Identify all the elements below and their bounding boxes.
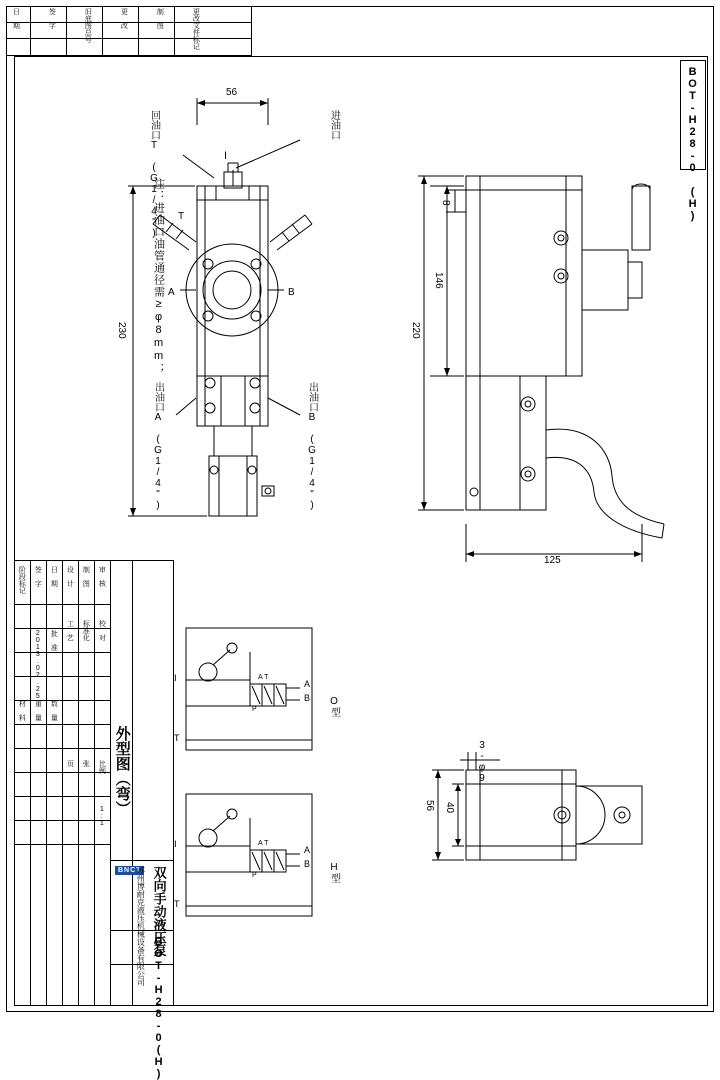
dim-side-a: 8 [440,200,451,206]
callout-mark-I: Ⅰ [224,151,227,162]
callout-outlet-b: 出油口B (G1/4") [306,382,318,511]
schem-h-label-P: P [252,872,257,879]
schem-h-name: H型 [328,862,340,883]
tb-check: 审 核 [98,566,106,587]
schem-h-label-block: A T [258,840,269,847]
tb-design: 设 计 [66,566,74,587]
tb-scale-value: 1:1 [98,806,106,827]
schem-o-label-block: A T [258,674,269,681]
schem-o-label-I: Ⅰ [174,673,177,683]
callout-return-port: 回油口T (G1/4") [148,110,160,239]
note-text: 注：进油口油管通径需≥φ8mm； [152,178,165,375]
tb-process: 工 艺 [66,620,74,641]
view-title: 外型图（弯） [113,726,131,816]
callout-mark-B: B [288,287,295,298]
dim-side-b: 146 [433,272,444,289]
tb-page: 页 [66,760,74,767]
dim-front-height: 230 [116,322,127,339]
rev-label-drawn: 制 图 [156,8,164,29]
dim-hole-spec: 3-φ9 [476,740,488,784]
dim-side-c: 220 [410,322,421,339]
tb-proof: 校 对 [98,620,106,641]
rev-label-changedoc: 更改文件标记 [192,8,200,50]
tb-date-value: 2013.02.25 [34,630,42,700]
tb-qty: 数 量 [50,700,58,721]
schem-h-label-I: Ⅰ [174,839,177,849]
callout-outlet-a: 出油口A (G1/4") [152,382,164,511]
rev-label-sign: 签 字 [48,8,56,29]
company-name: 苏州博耐克液压机械设备有限公司 [136,866,146,986]
sheet-code-label: BOT-H28-0 (H) [686,66,699,222]
tb-stage: 阶段标记 [18,566,26,594]
dim-front-width: 56 [226,87,238,98]
schem-o-label-A: A [304,679,311,689]
dim-bottom-width: 56 [424,800,435,812]
tb-sign: 签 字 [34,566,42,587]
tb-sheet: 张 [82,760,90,767]
schem-o-label-T: T [174,733,180,743]
product-name: 双向手动液压泵 [151,866,167,957]
tb-scale-label: 比例 [98,760,106,774]
tb-drawn: 制 图 [82,566,90,587]
tb-weight: 重 量 [34,700,42,721]
company-logo: BNCT [115,866,144,875]
tb-std: 标准化 [82,620,90,641]
tb-approve: 批 准 [50,630,58,651]
rev-label-change: 更 改 [120,8,128,29]
tb-material: 材 料 [18,700,26,721]
schem-o-name: O型 [328,696,340,717]
callout-mark-A: A [168,287,175,298]
rev-label-oldno: 旧底图总号 [84,8,92,43]
dim-bottom-inner: 40 [444,802,455,814]
callout-inlet-port: 进油口 [328,110,340,140]
schem-o-label-B: B [304,693,311,703]
schem-h-label-T: T [174,899,180,909]
schem-o-label-P: P [252,706,257,713]
dim-side-d: 125 [544,555,561,566]
rev-label-date: 日 期 [12,8,20,29]
part-code: BOT-H28-0(H) [152,936,165,1080]
tb-date: 日 期 [50,566,58,587]
schem-h-label-A: A [304,845,311,855]
schem-h-label-B: B [304,859,311,869]
callout-mark-T: T [178,211,185,222]
